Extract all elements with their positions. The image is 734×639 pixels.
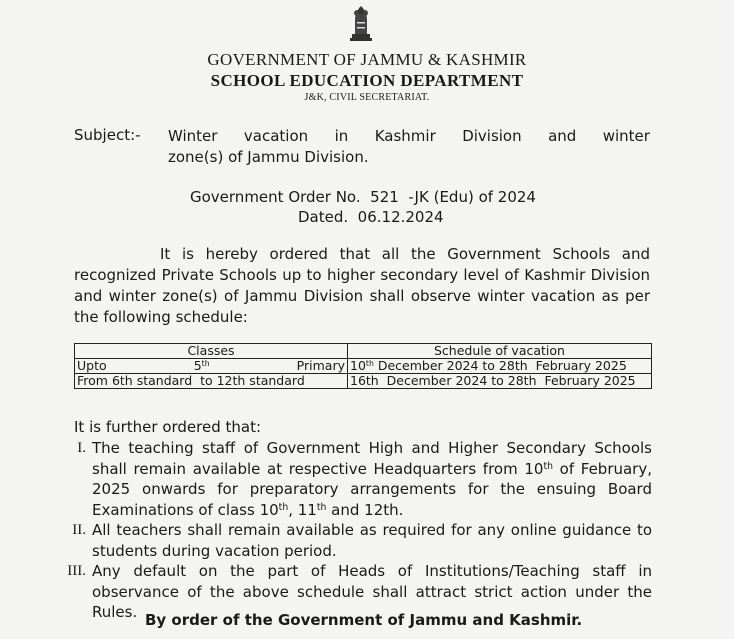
body-paragraph <box>74 244 650 328</box>
vacation-schedule-table <box>74 343 652 389</box>
order-date: Dated. 06.12.2024 <box>298 208 444 226</box>
row1-schedule: 10th December 2024 to 28th February 2025 <box>348 359 652 374</box>
list-item <box>40 520 652 561</box>
body-paragraph-text: It is hereby ordered that all the Government Schools and recognized Private Schools up to higher secondary level of Kashmir Division and winter zone(s) of Jammu Division shall observe winter vacation as per the following schedule: <box>74 245 650 326</box>
order-items-list <box>40 438 652 623</box>
item-text: All teachers shall remain available as required for any online guidance to students during vacation period. <box>92 521 652 560</box>
subject-line-1 <box>168 126 650 147</box>
subject-label: Subject:- <box>74 126 141 144</box>
header-secretariat: J&K, CIVIL SECRETARIAT. <box>304 92 430 103</box>
table-row <box>75 374 652 389</box>
subject-word: Kashmir <box>374 127 436 145</box>
table-header-row <box>75 344 652 359</box>
table-row <box>75 359 652 374</box>
subject-word: Winter <box>168 127 218 145</box>
item-text: Any default on the part of Heads of Institutions/Teaching staff in observance of the above schedule shall attract strict action under the Rules. <box>92 562 652 621</box>
header-schedule: Schedule of vacation <box>348 344 652 359</box>
subject-word: Division <box>462 127 522 145</box>
row1-class-suffix: Primary <box>296 358 345 373</box>
header-government-name: GOVERNMENT OF JAMMU & KASHMIR <box>207 50 527 69</box>
header-department-name: SCHOOL EDUCATION DEPARTMENT <box>210 71 524 90</box>
item-number: III. <box>67 563 86 579</box>
row1-class-prefix: Upto <box>77 358 107 373</box>
row1-classes <box>75 359 348 374</box>
item-number: I. <box>77 440 86 456</box>
subject-word: in <box>334 127 349 145</box>
list-item <box>40 438 652 520</box>
subject-word: and <box>548 127 577 145</box>
subject-word: winter <box>602 127 650 145</box>
order-number: Government Order No. 521 -JK (Edu) of 2024 <box>190 188 536 206</box>
item-text: The teaching staff of Government High and Higher Secondary Schools shall remain available at respective Headquarters from 10th of February, 2025 onwards for preparatory arrangements for the ensuing Board Examinations of class 10th, 11th and 12th. <box>92 439 652 519</box>
subject-word: vacation <box>243 127 309 145</box>
order-reference <box>190 187 536 227</box>
state-emblem-icon <box>346 4 376 42</box>
row1-class-grade: 5th <box>193 358 210 373</box>
header-classes: Classes <box>75 344 348 359</box>
item-number: II. <box>72 522 86 538</box>
subject-text <box>168 126 650 168</box>
further-ordered-heading: It is further ordered that: <box>74 418 262 436</box>
subject-line-2: zone(s) of Jammu Division. <box>168 148 369 166</box>
row2-schedule: 16th December 2024 to 28th February 2025 <box>348 374 652 389</box>
closing-statement: By order of the Government of Jammu and Kashmir. <box>145 611 583 629</box>
row2-classes: From 6th standard to 12th standard <box>75 374 348 389</box>
